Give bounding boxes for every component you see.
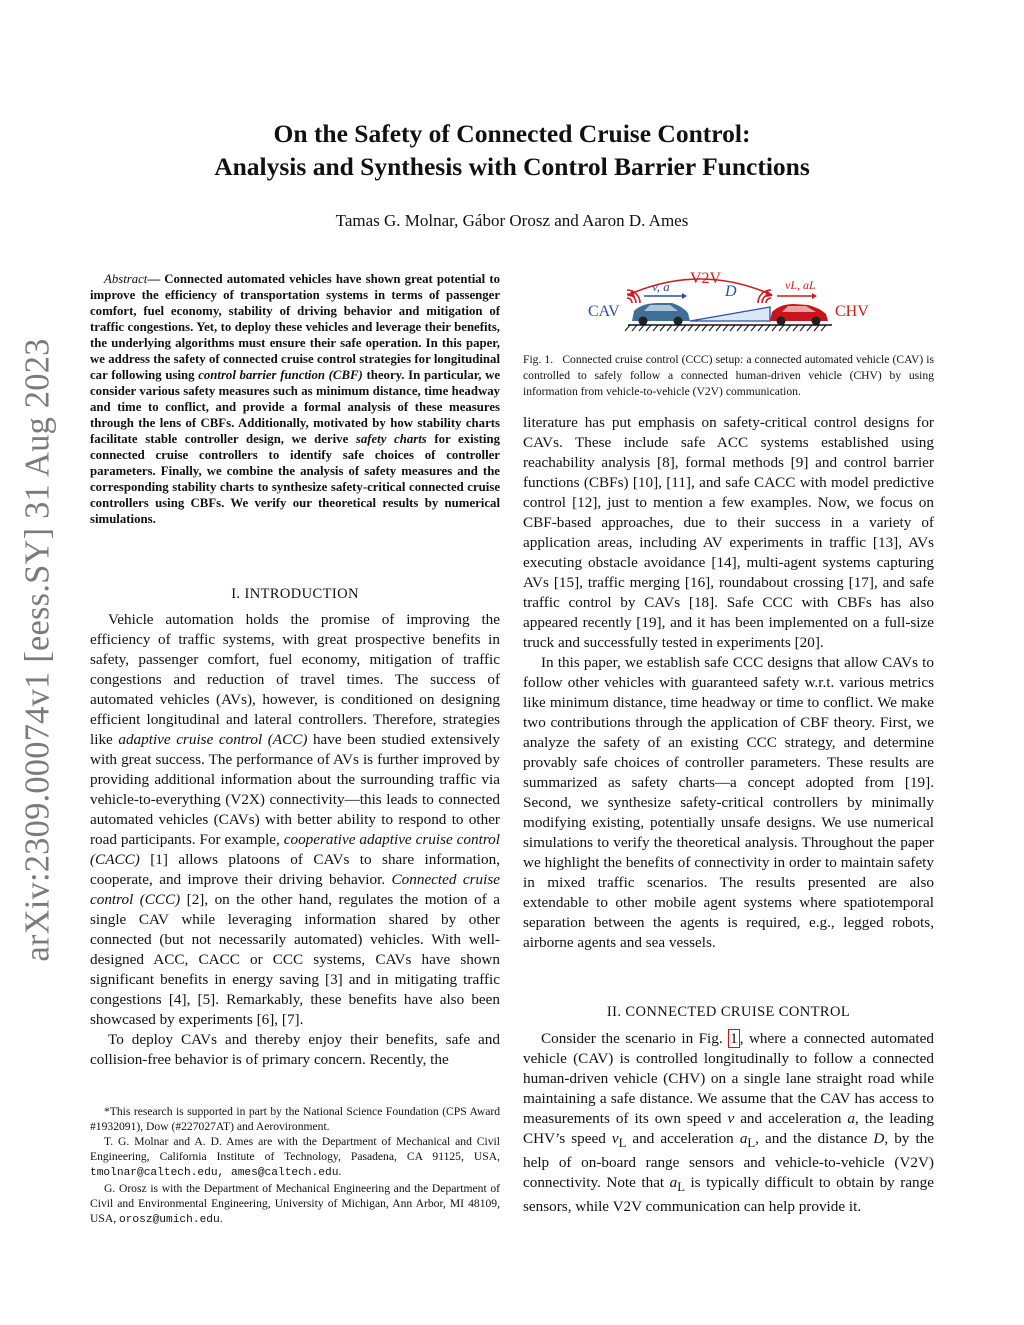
label-distance: D bbox=[725, 283, 737, 300]
paragraph: In this paper, we establish safe CCC designs that allow CAVs to follow other vehicles with guaranteed safety w.r.t. various metrics like minimum distance, time headway or time to conflict. We make two contributions through the application of CBF theory. First, we analyze the safety of an existing CCC strategy, and determine provably safe choices of controller parameters. These results are summarized as safety charts—a concept adopted from [19]. Second, we synthesize safety-critical controllers by minimally modifying existing, potentially unsafe designs. We use numerical simulations to verify the theoretical analysis. Throughout the paper we highlight the benefits of connectivity in order to maintain safety in mixed traffic scenarios. The results presented are also extendable to other mobile agent systems where spatiotemporal separation between the agents is required, e.g., legged robots, airborne agents and sea vessels. bbox=[523, 654, 934, 951]
email-link[interactable]: tmolnar@caltech.edu, ames@caltech.edu bbox=[90, 1167, 339, 1179]
abstract-text: theory. In particular, we consider various safety measures such as minimum distance, time headway and time to conflict, and provide a formal analysis of these measures through the lens of CBFs. Additionally, motivated by how stability charts facilitate stable controller design, we derive bbox=[90, 368, 501, 446]
label-vl-al: vL, aL bbox=[785, 278, 816, 292]
abstract-label: Abstract bbox=[104, 272, 148, 286]
label-chv: CHV bbox=[835, 303, 869, 320]
ccc-setup-figure bbox=[580, 265, 880, 340]
footnotes bbox=[90, 1104, 500, 1228]
abstract-text: for existing connected cruise controllers to identify safe choices of controller parameters. Finally, we combine the analysis of safety measures and the corresponding stability charts to synthesize safety-critical connected cruise controllers using CBFs. We verify our theoretical results by numerical simulations. bbox=[90, 432, 500, 526]
figure-caption bbox=[523, 352, 934, 400]
road-hatching bbox=[625, 325, 826, 331]
footnote-affiliation-umich: G. Orosz is with the Department of Mechanical Engineering and the Department of Civil and Environmental Engineering, University of Michigan, Ann Arbor, MI 48109, USA, orosz@umich.edu. bbox=[90, 1182, 500, 1226]
footnote-affiliation-caltech: T. G. Molnar and A. D. Ames are with the Department of Mechanical and Civil Engineering, California Institute of Technology, Pasadena, CA 91125, USA, tmolnar@caltech.edu, ames@caltech.edu. bbox=[90, 1135, 500, 1179]
paragraph: To deploy CAVs and thereby enjoy their benefits, safe and collision-free behavior is of primary concern. Recently, the bbox=[90, 1031, 500, 1068]
title-line-2: Analysis and Synthesis with Control Barrier Functions bbox=[214, 152, 810, 181]
paper-title bbox=[0, 117, 1024, 183]
label-cav: CAV bbox=[588, 303, 620, 320]
velocity-arrowhead-icon bbox=[682, 293, 687, 299]
emphasis: adaptive cruise control (ACC) bbox=[118, 731, 308, 748]
caption-text: Connected cruise control (CCC) setup: a connected automated vehicle (CAV) is controlled to safely follow a connected human-driven vehicle (CHV) by using information from vehicle-to-vehicle (V2V) communication. bbox=[523, 353, 934, 398]
arxiv-side-stamp: arXiv:2309.00074v1 [eess.SY] 31 Aug 2023 bbox=[18, 338, 57, 962]
cav-car-icon bbox=[632, 303, 690, 326]
email-link[interactable]: orosz@umich.edu bbox=[119, 1214, 220, 1226]
author-list: Tamas G. Molnar, Gábor Orosz and Aaron D. Ames bbox=[335, 211, 689, 230]
figure-reference-link[interactable]: 1 bbox=[730, 1030, 738, 1047]
abstract-text: — Connected automated vehicles have shown great potential to improve the efficiency of transportation systems in terms of passenger comfort, fuel economy, stability of driving behavior and mitigation of traffic congestions. Yet, to deploy these vehicles and leverage their benefits, the underlying algorithms must ensure their safe operation. In this paper, we address the safety of connected cruise control strategies for longitudinal car following using bbox=[90, 272, 500, 382]
caption-label: Fig. 1. bbox=[523, 353, 554, 366]
title-line-1: On the Safety of Connected Cruise Control: bbox=[273, 119, 751, 148]
abstract-emphasis: safety charts bbox=[355, 432, 427, 446]
paragraph: literature has put emphasis on safety-critical control designs for CAVs. These include safe ACC systems established using reachability analysis [8], formal methods [9] and control barrier functions (CBFs) [10], [11], and safe CACC with model predictive control [12], just to mention a few examples. Now, we focus on CBF-based approaches, due to their success in a variety of application areas, including AV experiments in traffic [13], AVs executing obstacle avoidance [14], multi-agent systems capturing AVs [15], traffic merging [16], roundabout crossing [17], and safe traffic control by CAVs [18]. Safe CCC with CBFs has also appeared recently [19], and it has been implemented on a full-size truck and successfully tested in experiments [20]. bbox=[523, 414, 934, 651]
footnote-funding: *This research is supported in part by the National Science Foundation (CPS Award #1932091), Dow (#227027AT) and Aerovironment. bbox=[90, 1105, 500, 1133]
wifi-signal-icon bbox=[627, 290, 640, 303]
label-v2v: V2V bbox=[690, 270, 722, 287]
right-column-body bbox=[523, 413, 934, 953]
chv-car-icon bbox=[770, 304, 828, 326]
paragraph: Vehicle automation holds the promise of improving the efficiency of traffic systems, with great prospective benefits in safety, passenger comfort, fuel economy, mitigation of traffic congestions and reduction of travel times. The success of automated vehicles (AVs), however, is conditioned on designing efficient longitudinal and lateral controllers. Therefore, strategies like adaptive cruise control (ACC) have been studied extensively with great success. The performance of AVs is further improved by providing additional information about the surrounding traffic via vehicle-to-everything (V2X) connectivity—this leads to connected automated vehicles (CAVs) with better ability to respond to other road participants. For example, cooperative adaptive cruise control (CACC) [1] allows platoons of CAVs to share information, cooperate, and improve their driving behavior. Connected cruise control (CCC) [2], on the other hand, regulates the motion of a single CAV while leveraging information shared by other connected (but not necessarily automated) vehicles. With well-designed ACC, CACC or CCC systems, CAVs have shown significant benefits in energy saving [3] and in mitigating traffic congestions [4], [5]. Remarkably, these benefits have also been showcased by experiments [6], [7]. bbox=[90, 611, 500, 1028]
label-v-a: v, a bbox=[652, 279, 670, 294]
emphasis: Connected cruise control (CCC) bbox=[90, 871, 500, 908]
abstract bbox=[90, 271, 500, 527]
section-heading-connected-cruise-control: II. CONNECTED CRUISE CONTROL bbox=[606, 1004, 851, 1020]
emphasis: cooperative adaptive cruise control (CACC) bbox=[90, 831, 500, 868]
introduction-body bbox=[90, 610, 500, 1070]
section-heading-introduction: I. INTRODUCTION bbox=[231, 586, 359, 602]
section-2-body bbox=[523, 1029, 934, 1217]
leader-arrowhead-icon bbox=[812, 293, 817, 299]
wifi-signal-icon bbox=[758, 290, 771, 303]
paragraph: Consider the scenario in Fig. 1 , where a connected automated vehicle (CAV) is controlled longitudinally to follow a connected human-driven vehicle (CHV) on a single lane straight road while maintaining a safe distance. We assume that the CAV has access to measurements of its own speed v and acceleration a, the leading CHV’s speed $v_L$ and acceleration $a_L$, and the distance D, by the help of on-board range sensors and vehicle-to-vehicle (V2V) connectivity. Note that $a_L$ is typically difficult to obtain by range sensors, while V2V communication can help provide it. bbox=[523, 1030, 935, 1216]
distance-wedge bbox=[690, 307, 770, 321]
abstract-emphasis: control barrier function (CBF) bbox=[198, 368, 363, 382]
